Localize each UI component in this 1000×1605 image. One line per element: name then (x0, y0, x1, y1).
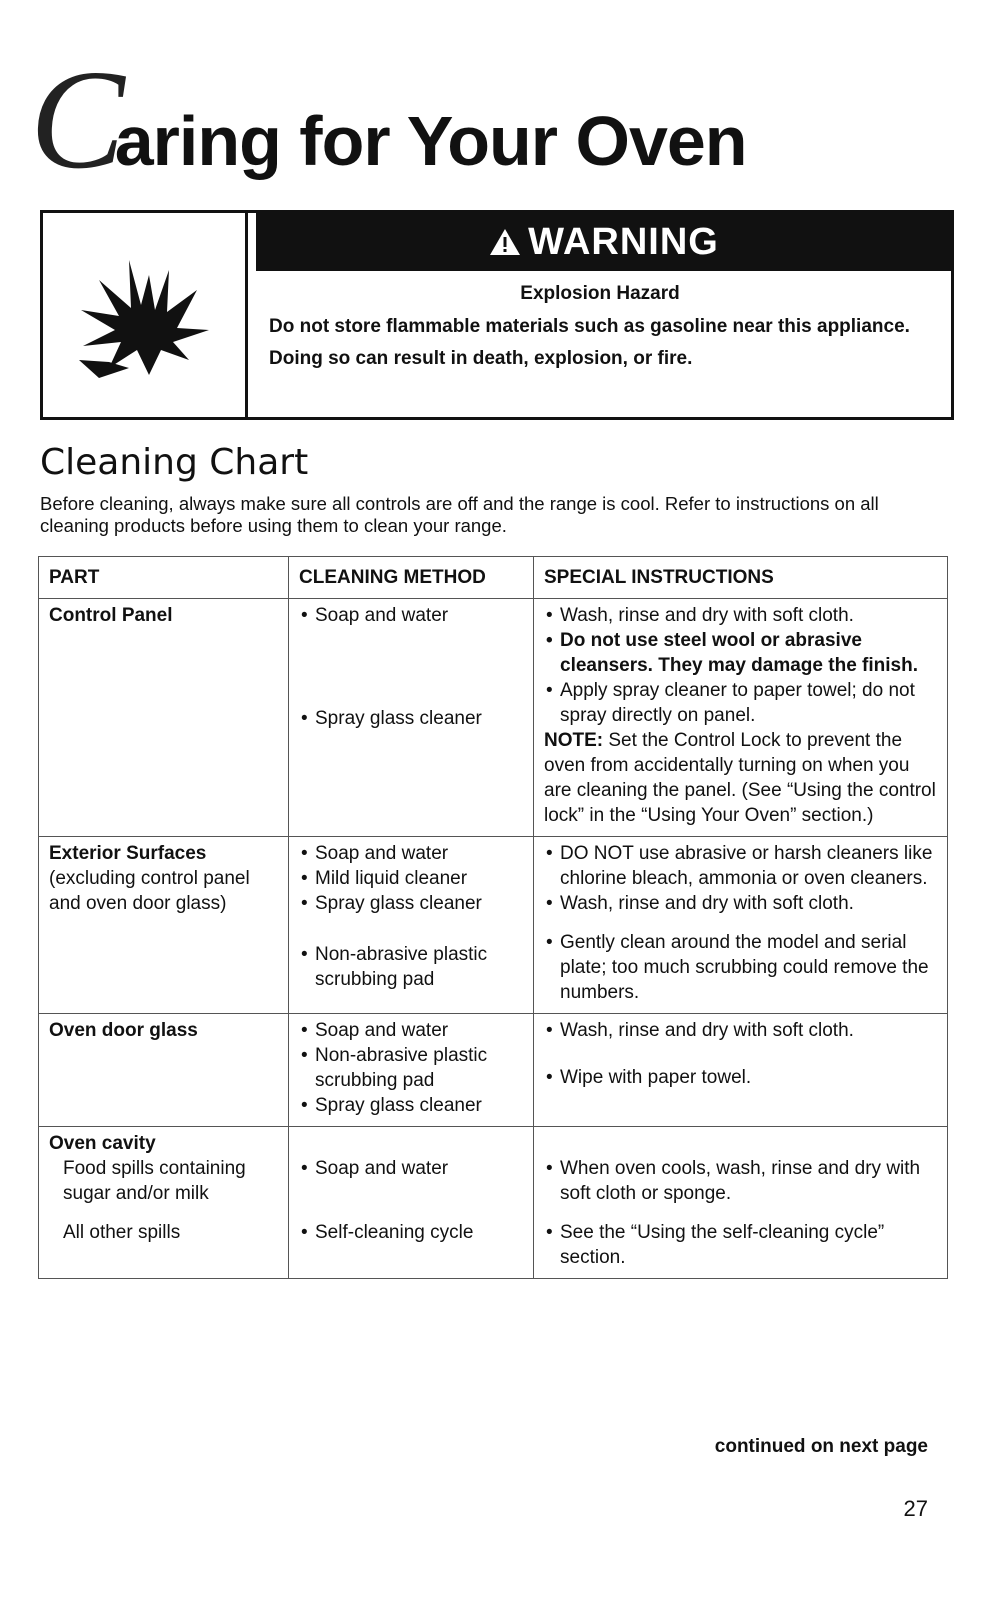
part-name: Oven cavity (49, 1133, 156, 1154)
warning-banner-label: WARNING (528, 220, 719, 263)
part-cell (39, 1014, 289, 1127)
warning-banner (256, 213, 951, 271)
part-cell (39, 1127, 289, 1279)
part-cell (39, 599, 289, 837)
instruction-item: • DO NOT use abrasive or harsh cleaners like chlorine bleach, ammonia or oven cleaners. (544, 841, 939, 891)
section-heading: Cleaning Chart (40, 442, 309, 483)
table-row (39, 599, 948, 837)
title-initial: C (30, 40, 125, 198)
method-item: • Self-cleaning cycle (299, 1220, 525, 1245)
intro-text: Before cleaning, always make sure all controls are off and the range is cool. Refer to instructions on all cleaning products before using them to clean your range. (40, 493, 879, 536)
instruction-item: • See the “Using the self-cleaning cycle” section. (544, 1220, 939, 1270)
part-subtext: (excluding control panel and oven door glass) (49, 868, 250, 914)
part-name: Exterior Surfaces (49, 843, 207, 864)
continued-note: continued on next page (714, 1436, 928, 1457)
title-text: aring for Your Oven (114, 102, 747, 180)
instruction-item: • Gently clean around the model and serial plate; too much scrubbing could remove the numbers. (544, 930, 939, 1005)
warning-icon-cell (43, 213, 248, 417)
instructions-cell (534, 1014, 948, 1127)
page-number: 27 (903, 1496, 928, 1521)
instruction-item: • Wipe with paper towel. (544, 1065, 939, 1090)
part-cell (39, 837, 289, 1014)
instructions-cell (534, 1127, 948, 1279)
instructions-cell (534, 599, 948, 837)
instruction-item: • Wash, rinse and dry with soft cloth. (544, 603, 939, 628)
instructions-cell (534, 837, 948, 1014)
warning-triangle-icon (488, 227, 522, 257)
method-item: • Soap and water (299, 1156, 525, 1181)
instruction-item: • Do not use steel wool or abrasive cleansers. They may damage the finish. (544, 628, 939, 678)
table-header-row (39, 557, 948, 599)
hazard-title: Explosion Hazard (520, 283, 680, 304)
page-title (30, 40, 747, 198)
explosion-icon (69, 250, 219, 380)
method-item: • Spray glass cleaner (299, 891, 525, 916)
instruction-item: • Wash, rinse and dry with soft cloth. (544, 891, 939, 916)
part-name: Control Panel (49, 605, 173, 626)
part-subitem: All other spills (63, 1222, 181, 1243)
method-item: • Spray glass cleaner (299, 1093, 525, 1118)
part-name: Oven door glass (49, 1020, 198, 1041)
method-item: • Soap and water (299, 603, 525, 628)
warning-body (269, 283, 931, 379)
method-cell (289, 599, 534, 837)
note-paragraph (544, 728, 939, 828)
instruction-item: • When oven cools, wash, rinse and dry with soft cloth or sponge. (544, 1156, 939, 1206)
method-item: • Soap and water (299, 1018, 525, 1043)
table-row (39, 1014, 948, 1127)
note-label: NOTE: (544, 730, 604, 751)
method-cell (289, 837, 534, 1014)
method-item: • Non-abrasive plastic scrubbing pad (299, 942, 525, 992)
note-text: Set the Control Lock to prevent the oven from accidentally turning on when you are cleaning the panel. (See “Using the control lock” in the “Using Your Oven” section.) (544, 730, 936, 826)
instruction-item: • Apply spray cleaner to paper towel; do not spray directly on panel. (544, 678, 939, 728)
warning-line-storage: Do not store flammable materials such as gasoline near this appliance. (269, 316, 910, 337)
instruction-item: • Wash, rinse and dry with soft cloth. (544, 1018, 939, 1043)
table-row (39, 837, 948, 1014)
cleaning-chart-table (38, 556, 948, 1279)
header-part: PART (39, 557, 289, 599)
header-special-instructions: SPECIAL INSTRUCTIONS (534, 557, 948, 599)
warning-line-consequence: Doing so can result in death, explosion, or fire. (269, 348, 693, 369)
method-item: • Non-abrasive plastic scrubbing pad (299, 1043, 525, 1093)
part-subitem: Food spills containing sugar and/or milk (63, 1158, 246, 1204)
header-cleaning-method: CLEANING METHOD (289, 557, 534, 599)
method-cell (289, 1014, 534, 1127)
method-item: • Spray glass cleaner (299, 706, 525, 731)
table-row (39, 1127, 948, 1279)
method-item: • Soap and water (299, 841, 525, 866)
method-item: • Mild liquid cleaner (299, 866, 525, 891)
method-cell (289, 1127, 534, 1279)
warning-box (40, 210, 954, 420)
